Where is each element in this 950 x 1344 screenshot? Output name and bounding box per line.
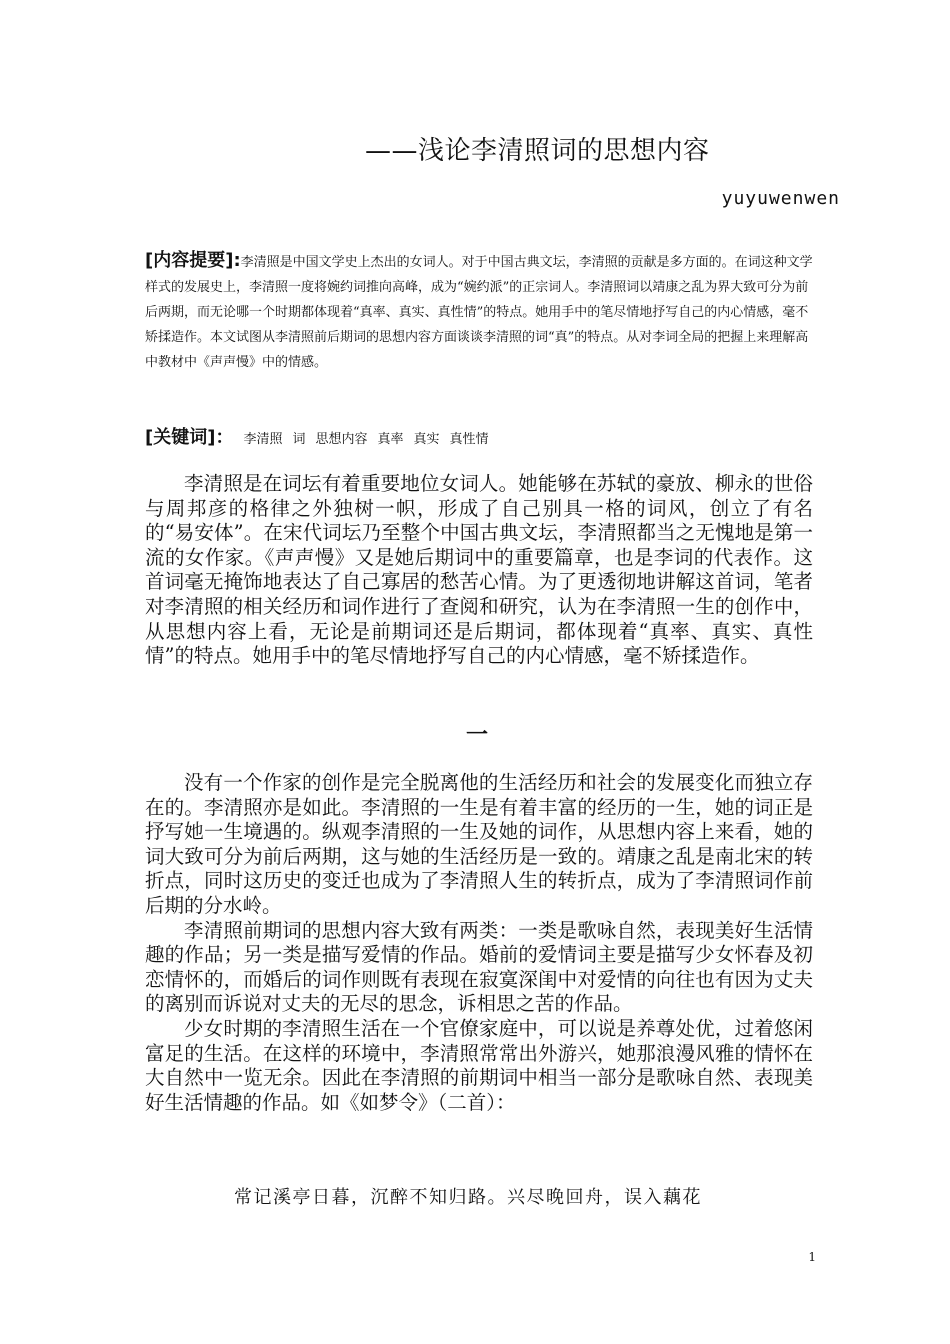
intro-paragraph: 李清照是在词坛有着重要地位女词人。她能够在苏轼的豪放、柳永的世俗与周邦彦的格律之外独树一帜，形成了自己别具一格的词风，创立了有名的“易安体”。在宋代词坛乃至整个中国古典文坛，李清照都当之无愧地是第一流的女作家。《声声慢》又是她后期词中的重要篇章，也是李词的代表作。这首词毫无掩饰地表达了自己寡居的愁苦心情。为了更透彻地讲解这首词，笔者对李清照的相关经历和词作进行了查阅和研究，认为在李清照一生的创作中，从思想内容上看，无论是前期词还是后期词，都体现着“真率、真实、真性情”的特点。她用手中的笔尽情地抒写自己的内心情感，毫不矫揉造作。 (145, 472, 813, 668)
keyword: 思想内容 (315, 432, 368, 447)
abstract-label: [内容提要]: (145, 250, 241, 271)
poem-quote: 常记溪亭日暮，沉醉不知归路。兴尽晚回舟，误入藕花 (234, 1187, 702, 1208)
page-number: 1 (808, 1250, 816, 1264)
body-paragraph: 没有一个作家的创作是完全脱离他的生活经历和社会的发展变化而独立存在的。李清照亦是如此。李清照的一生是有着丰富的经历的一生，她的词正是抒写她一生境遇的。纵观李清照的一生及她的词作，从思想内容上来看，她的词大致可分为前后两期，这与她的生活经历是一致的。靖康之乱是南北宋的转折点，同时这历史的变迁也成为了李清照人生的转折点，成为了李清照词作前后期的分水岭。 (145, 771, 813, 917)
keyword: 李清照 (243, 432, 283, 447)
section-heading: 一 (466, 722, 489, 748)
keyword: 真性情 (449, 432, 489, 447)
keyword: 真率 (377, 432, 404, 447)
intro-section (145, 472, 813, 669)
body-paragraph: 少女时期的李清照生活在一个官僚家庭中，可以说是养尊处优，过着悠闲富足的生活。在这样的环境中，李清照常常出外游兴，她那浪漫风雅的情怀在大自然中一览无余。因此在李清照的前期词中相当一部分是歌咏自然、表现美好生活情趣的作品。如《如梦令》（二首）： (145, 1016, 813, 1114)
keywords-block (145, 424, 815, 454)
author-name: yuyuwenwen (721, 188, 840, 209)
section-one-body (145, 771, 813, 1115)
article-subtitle: ——浅论李清照词的思想内容 (365, 136, 710, 166)
abstract-text: 李清照是中国文学史上杰出的女词人。对于中国古典文坛，李清照的贡献是多方面的。在词这种文学样式的发展史上，李清照一度将婉约词推向高峰，成为“婉约派”的正宗词人。李清照词以靖康之乱为界大致可分为前后两期，而无论哪一个时期都体现着“真率、真实、真性情”的特点。她用手中的笔尽情地抒写自己的内心情感，毫不矫揉造作。本文试图从李清照前后期词的思想内容方面谈谈李清照的词“真”的特点。从对李词全局的把握上来理解高中教材中《声声慢》中的情感。 (145, 255, 813, 370)
keyword: 词 (292, 432, 306, 447)
keyword: 真实 (413, 432, 440, 447)
abstract-block (145, 248, 815, 375)
keywords-label: [关键词]： (145, 427, 234, 448)
body-paragraph: 李清照前期词的思想内容大致有两类：一类是歌咏自然，表现美好生活情趣的作品；另一类是描写爱情的作品。婚前的爱情词主要是描写少女怀春及初恋情怀的，而婚后的词作则既有表现在寂寞深闺中对爱情的向往也有因为丈夫的离别而诉说对丈夫的无尽的思念，诉相思之苦的作品。 (145, 918, 813, 1016)
